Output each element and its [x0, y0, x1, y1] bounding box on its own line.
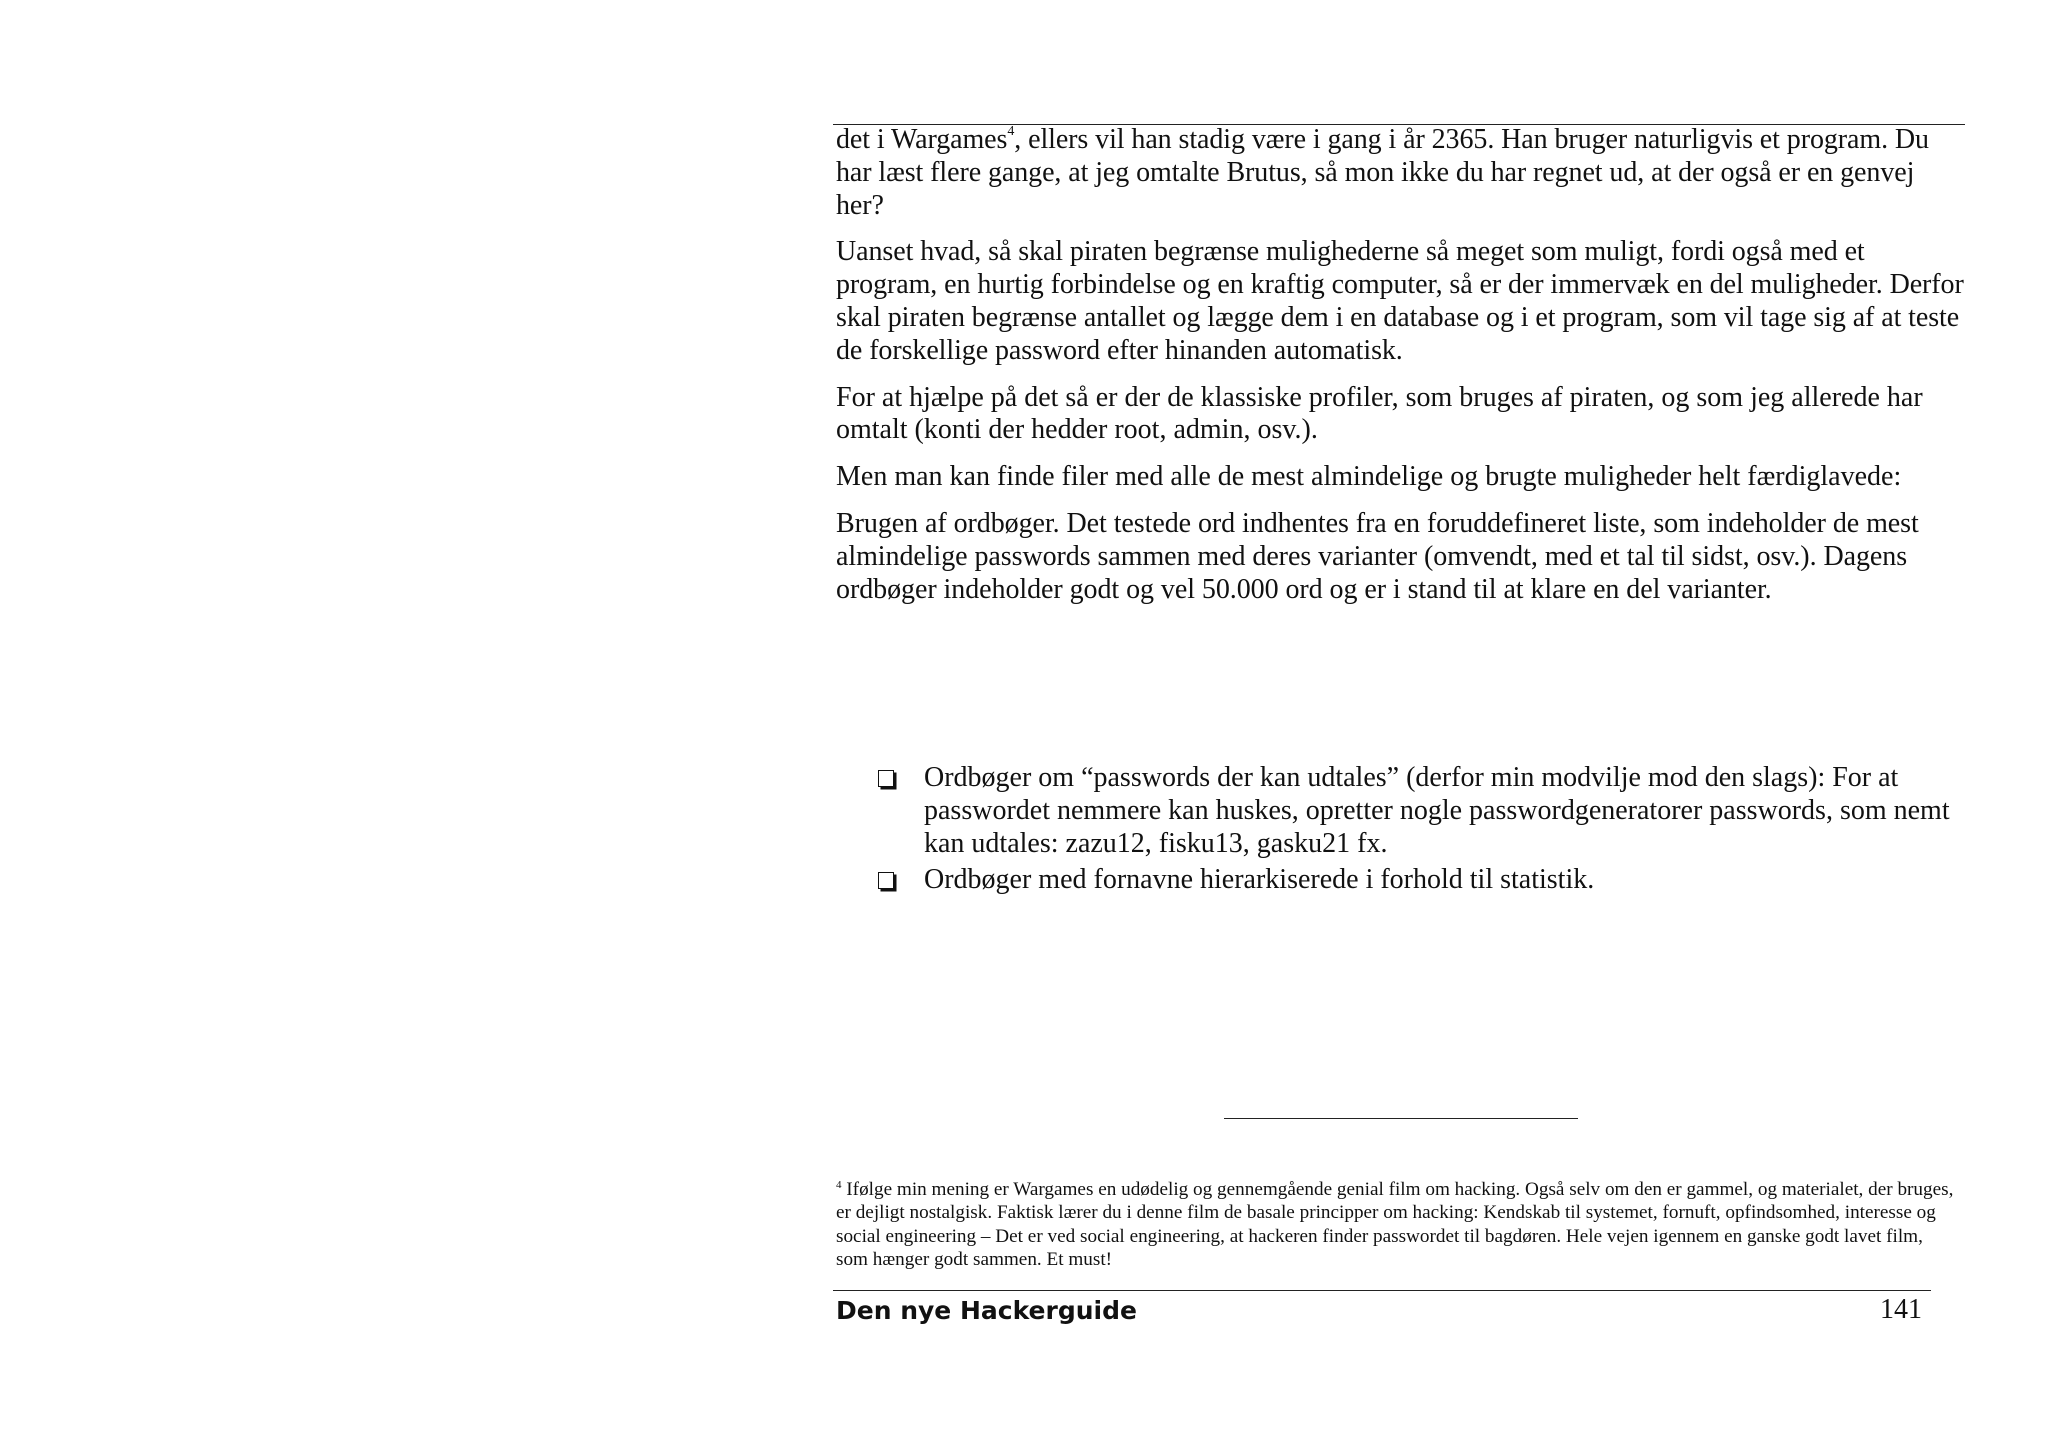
list-item: [876, 864, 1956, 897]
paragraph-1-start: det i Wargames: [836, 124, 1008, 155]
footnote-marker: 4: [836, 1179, 842, 1191]
main-text: [836, 124, 1966, 620]
footer-rule: [833, 1290, 1931, 1291]
paragraph-2: Uanset hvad, så skal piraten begrænse mulighederne så meget som muligt, fordi også med et program, en hurtig forbindelse og en kraftig computer, så er der immervæk en del muligheder. Derfor skal piraten begrænse antallet og lægge dem i en database og i et program, som vil tage sig af at teste de forskellige password efter hinanden automatisk.: [836, 236, 1964, 366]
paragraph-4: Men man kan finde filer med alle de mest almindelige og brugte muligheder helt færdiglavede:: [836, 461, 1902, 493]
bullet-list: [876, 762, 1956, 901]
footnote-reference: 4: [1007, 124, 1015, 139]
footer-book-title: Den nye Hackerguide: [836, 1296, 1137, 1325]
footnote-text: Ifølge min mening er Wargames en udødelig og gennemgående genial film om hacking. Også selv om den er gammel, og materialet, der bruges, er dejligt nostalgisk. Faktisk lærer du i denne film de basale principper om hacking: Kendskab til systemet, fornuft, opfindsomhed, interesse og social engineering – Det er ved social engineering, at hackeren finder passwordet til bagdøren. Hele vejen igennem en ganske godt lavet film, som hænger godt sammen. Et must!: [836, 1179, 1954, 1271]
paragraph-1-rest: , ellers vil han stadig være i gang i år 2365. Han bruger naturligvis et program. Du har læst flere gange, at jeg omtalte Brutus, så mon ikke du har regnet ud, at der også er en genvej her?: [836, 124, 1929, 221]
checkbox-bullet-icon: [878, 872, 894, 889]
bullet-text: Ordbøger om “passwords der kan udtales” (derfor min modvilje mod den slags): For at passwordet nemmere kan huskes, opretter nogle passwordgeneratorer passwords, som nemt kan udtales: zazu12, fisku13, gasku21 fx.: [924, 762, 1950, 859]
footnote: [836, 1178, 1956, 1272]
list-item: [876, 762, 1956, 860]
page-number: 141: [1880, 1294, 1922, 1325]
footnote-separator: [1224, 1118, 1578, 1119]
paragraph-5: Brugen af ordbøger. Det testede ord indhentes fra en foruddefineret liste, som indeholder de mest almindelige passwords sammen med deres varianter (omvendt, med et tal til sidst, osv.). Dagens ordbøger indeholder godt og vel 50.000 ord og er i stand til at klare en del varianter.: [836, 507, 1919, 605]
bullet-text: Ordbøger med fornavne hierarkiserede i forhold til statistik.: [924, 864, 1595, 896]
paragraph-3: For at hjælpe på det så er der de klassiske profiler, som bruges af piraten, og som jeg allerede har omtalt (konti der hedder root, admin, osv.).: [836, 381, 1923, 446]
checkbox-bullet-icon: [878, 770, 894, 787]
paragraph-1: [836, 124, 1966, 222]
